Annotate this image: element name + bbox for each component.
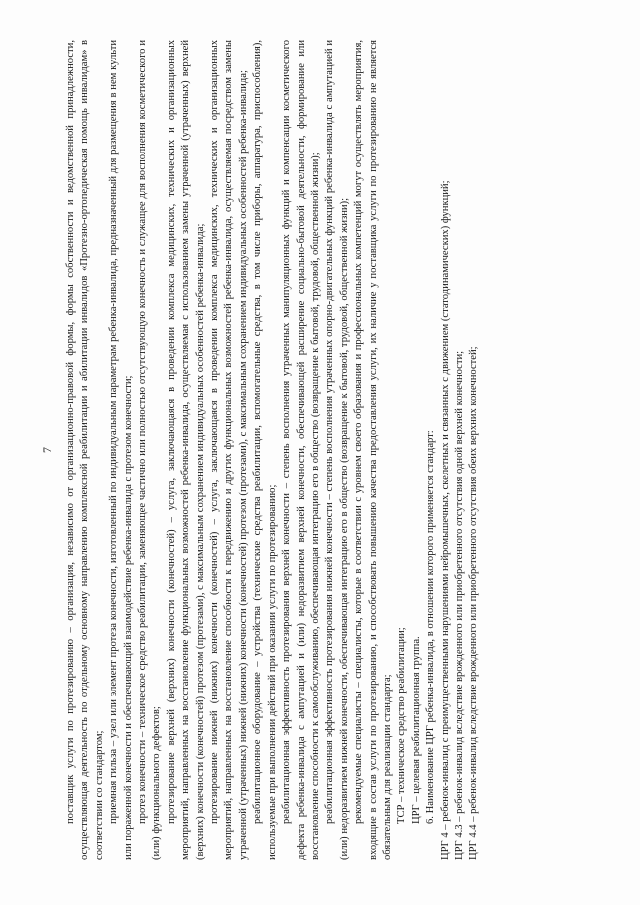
crg-item: ЦРГ 4.4 – ребенок-инвалид вследствие врожденного или приобретенного отсутствия обеих верхних конечностей; xyxy=(468,346,480,860)
rotated-content xyxy=(40,40,600,860)
body-text xyxy=(64,40,482,860)
paragraph: реабилитационная эффективность протезирования нижней конечности – степень восполнения утраченных опорно-двигательных функций ребенка-инвалида с ампутацией и (или) недоразвитием нижней конечности, обеспечивающая интеграцию его в общество (возвращение к бытовой, трудовой, общественной жизни); xyxy=(324,40,350,860)
paragraph: протезирование верхней (верхних) конечности (конечностей) – услуга, заключающаяся в проведении комплекса медицинских, технических и организационных мероприятий, направленных на восстановление функциональных возможностей ребенка-инвалида, осуществляемая с использованием замены утраченной (утраченных) верхней (верхних) конечности (конечностей) протезом (протезами), с максимальным сохранением индивидуальных особенностей ребенка-инвалида; xyxy=(165,40,206,860)
crg-item: ЦРГ 4.3 – ребенок-инвалид вследствие врожденного или приобретенного отсутствия одной верхней конечности; xyxy=(453,350,465,860)
section-heading: 6. Наименование ЦРГ ребенка-инвалида, в отношении которого применяется стандарт: xyxy=(425,430,437,824)
paragraph: рекомендуемые специалисты – специалисты, которые в соответствии с уровнем своего образования и профессиональных компетенций могут осуществлять мероприятия, входящие в состав услуги по протезированию, и способствовать повышению качества предоставления услуги, их наличие у поставщика услуги по протезированию не является обязательным для реализации стандарта; xyxy=(353,40,393,860)
paragraph: реабилитационная эффективность протезирования верхней конечности – степень восполнения утраченных манипуляционных функций и компенсации косметического дефекта ребенка-инвалида с ампутацией и (или) недоразвитием верхней конечности, обеспечивающей расширение социально-бытовой деятельности, формирование или восстановление способности к самообслуживанию, обеспечивающая интеграцию его в общество (возвращение к бытовой, трудовой, общественной жизни); xyxy=(281,40,321,860)
paragraph: ТСР – техническое средство реабилитации; xyxy=(396,627,408,824)
page-number: 7 xyxy=(40,447,54,453)
paragraph: реабилитационное оборудование – устройства (технические средства реабилитации, вспомогательные средства, в том числе приборы, аппаратура, приспособления), используемые при выполнении действий при оказании услуги по протезированию; xyxy=(252,40,278,860)
paragraph: поставщик услуги по протезированию – организация, независимо от организационно-правовой формы, формы собственности и ведомственной принадлежности, осуществляющая деятельность по отдельному основному направлению комплексной реабилитации и абилитации инвалидов «Протезно-ортопедическая помощь инвалидам» в соответствии со стандартом; xyxy=(65,40,105,860)
paragraph: протезирование нижней (нижних) конечности (конечностей) – услуга, заключающаяся в проведении комплекса медицинских, технических и организационных мероприятий, направленных на восстановление способности к передвижению и других функциональных возможностей ребенка-инвалида, осуществляемая посредством замены утраченной (утраченных) нижней (нижних) конечности (конечностей) протезом (протезами), с максимальным сохранением индивидуальных особенностей ребенка-инвалида; xyxy=(209,40,249,860)
paragraph: протез конечности – техническое средство реабилитации, заменяющее частично или полностью отсутствующую конечность и служащее для восполнения косметического и (или) функционального дефектов; xyxy=(137,40,163,860)
crg-item: ЦРГ 4 – ребенок-инвалид с преимущественными нарушениями нейромышечных, скелетных и связанных с движением (статодинамических) функций; xyxy=(439,180,451,860)
paragraph: ЦРГ – целевая реабилитационная группа. xyxy=(410,636,422,824)
paragraph: приемная гильза – узел или элемент протеза конечности, изготовленный по индивидуальным параметрам ребенка-инвалида, предназначенный для размещения в нем культи или пораженной конечности и обеспечивающий взаимодействие ребенка-инвалида с протезом конечности; xyxy=(108,40,134,860)
